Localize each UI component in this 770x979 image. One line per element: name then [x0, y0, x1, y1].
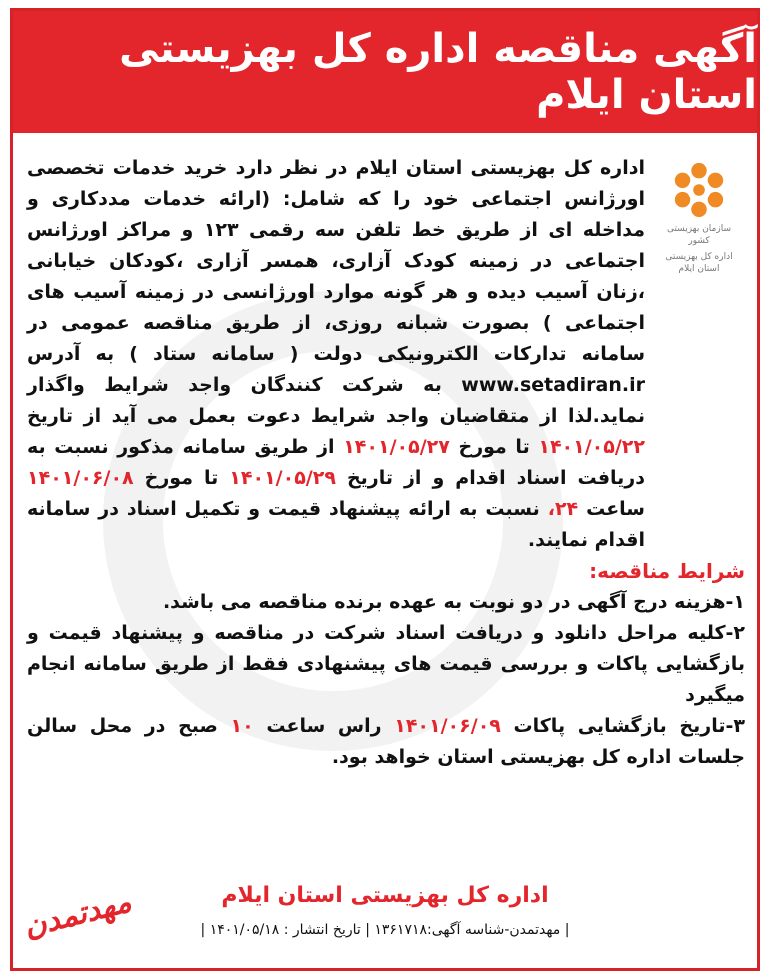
header-banner: [13, 11, 757, 133]
hour-value: ۲۴،: [547, 498, 579, 520]
website-link[interactable]: www.setadiran.ir: [461, 374, 645, 396]
advertisement-frame: [10, 8, 760, 971]
signature: اداره کل بهزیستی استان ایلام: [221, 883, 549, 908]
logo-caption-line1: سازمان بهزیستی کشور: [666, 224, 732, 246]
advertisement-body: [27, 153, 745, 773]
condition-item-3-label: ۳-تاریخ بازگشایی پاکات: [513, 715, 745, 737]
opening-hour: ۱۰: [230, 715, 254, 737]
hour-label: ساعت: [586, 498, 645, 520]
to-label-1: تا مورخ: [458, 436, 530, 458]
date-end-offers: ۱۴۰۱/۰۶/۰۸: [27, 467, 134, 489]
date-start-documents: ۱۴۰۱/۰۵/۲۲: [538, 436, 645, 458]
newspaper-brand-logo: مهدتمدن: [20, 884, 135, 945]
documents-text: از طریق سامانه مذکور نسبت به دریافت اسناد اقدام و از تاریخ: [27, 436, 645, 489]
date-end-documents: ۱۴۰۱/۰۵/۲۷: [343, 436, 450, 458]
invitation-text: به شرکت کنندگان واجد شرایط واگذار نماید.لذا از متقاضیان واجد شرایط دعوت بعمل می آید از تاریخ: [27, 374, 645, 427]
intro-text: اداره کل بهزیستی استان ایلام در نظر دارد خرید خدمات تخصصی اورژانس اجتماعی خود را که شامل:: [27, 157, 645, 210]
to-label-2: تا مورخ: [144, 467, 219, 489]
paragraph-intro: [27, 153, 645, 556]
opening-location-text: صبح در محل سالن جلسات اداره کل بهزیستی استان خواهد بود.: [27, 715, 745, 768]
ad-metadata: | مهدتمدن-شناسه آگهی:۱۳۶۱۷۱۸ | تاریخ انتشار : ۱۴۰۱/۰۵/۱۸ |: [200, 922, 570, 938]
opening-date: ۱۴۰۱/۰۶/۰۹: [394, 715, 501, 737]
logo-caption-line2: اداره کل بهزیستی استان ایلام: [665, 252, 733, 274]
condition-item-2: ۲-کلیه مراحل دانلود و دریافت اسناد شرکت در مناقصه و پیشنهاد قیمت و بازگشایی پاکات و بررسی قیمت های پیشنهادی فقط از طریق سامانه انجام میگیرد: [27, 622, 745, 706]
closing-text: نسبت به ارائه پیشنهاد قیمت و تکمیل اسناد در سامانه اقدام نمایند.: [27, 498, 645, 551]
date-start-offers: ۱۴۰۱/۰۵/۲۹: [229, 467, 336, 489]
conditions-title: شرایط مناقصه:: [589, 559, 745, 583]
services-text: (ارائه خدمات مددکاری و مداخله ای از طریق خط تلفن سه رقمی ۱۲۳ و مراکز اورژانس اجتماعی در زمینه کودک آزاری، همسر آزاری ،کودکان خیابانی ،زنان آسیب دیده و هر گونه موارد اورژانسی در زمینه آسیب های اجتماعی ) بصورت شبانه روزی، از طریق مناقصه عمومی در سامانه تدارکات الکترونیکی دولت ( سامانه ستاد ) به آدرس: [27, 188, 645, 365]
page-title: آگهی مناقصه اداره کل بهزیستی استان ایلام: [119, 26, 757, 118]
condition-item-1: ۱-هزینه درج آگهی در دو نوبت به عهده برنده مناقصه می باشد.: [162, 591, 745, 613]
opening-time-label: راس ساعت: [266, 715, 382, 737]
condition-item-3: [27, 711, 745, 773]
